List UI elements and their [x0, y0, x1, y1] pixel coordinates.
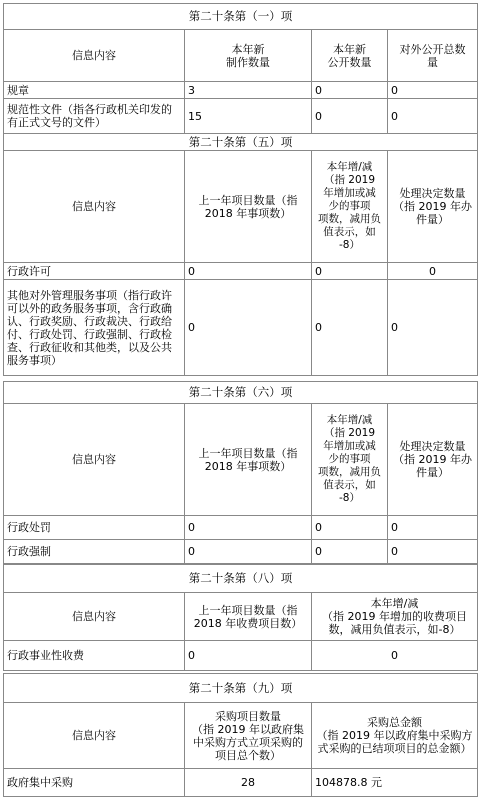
section-heading: 第二十条第（九）项: [4, 674, 478, 703]
row-label: 行政处罚: [4, 516, 185, 540]
column-header-info: 信息内容: [4, 593, 185, 641]
column-header-previous-year: 上一年项目数量（指 2018 年收费项目数）: [185, 593, 312, 641]
cell-change: 0: [312, 516, 388, 540]
column-header-change: 本年增/减 （指 2019 年增加或减 少的事项 项数，减用负 值表示，如 -8）: [312, 151, 388, 263]
cell-published: 0: [312, 82, 388, 99]
row-label: 规章: [4, 82, 185, 99]
cell-change: 0: [312, 280, 388, 376]
column-header-published: 本年新 公开数量: [312, 30, 388, 82]
column-header-total: 对外公开总数 量: [388, 30, 478, 82]
table-section-5: [3, 673, 478, 797]
section-heading: 第二十条第（一）项: [4, 4, 478, 30]
table-row: [4, 769, 478, 797]
table-row: [4, 540, 478, 564]
cell-published: 0: [312, 99, 388, 134]
cell-purchase-amount: 104878.8 元: [312, 769, 478, 797]
column-header-info: 信息内容: [4, 703, 185, 769]
row-label: 政府集中采购: [4, 769, 185, 797]
cell-decisions: 0: [388, 280, 478, 376]
row-label: 规范性文件（指各行政机关印发的有正式文号的文件）: [4, 99, 185, 134]
section-heading: 第二十条第（八）项: [4, 565, 478, 593]
cell-decisions: 0: [388, 540, 478, 564]
table-row: [4, 516, 478, 540]
cell-total: 0: [388, 99, 478, 134]
cell-purchase-count: 28: [185, 769, 312, 797]
row-label: 行政事业性收费: [4, 641, 185, 671]
cell-previous-year: 0: [185, 516, 312, 540]
cell-decisions: 0: [388, 516, 478, 540]
column-header-decisions: 处理决定数量（指 2019 年办件量）: [388, 151, 478, 263]
table-row: [4, 263, 478, 280]
cell-previous-year: 0: [185, 263, 312, 280]
table-row: [4, 280, 478, 376]
row-label: 行政强制: [4, 540, 185, 564]
table-row: [4, 641, 478, 671]
column-header-new: 本年新 制作数量: [185, 30, 312, 82]
row-label: 其他对外管理服务事项（指行政许可以外的政务服务事项，含行政确认、行政奖励、行政裁决、行政给付、行政处罚、行政强制、行政检查、行政征收和其他类，以及公共服务事项）: [4, 280, 185, 376]
table-row: [4, 82, 478, 99]
column-header-info: 信息内容: [4, 151, 185, 263]
cell-new: 3: [185, 82, 312, 99]
cell-previous-year: 0: [185, 641, 312, 671]
cell-change: 0: [312, 263, 388, 280]
table-row: [4, 99, 478, 134]
cell-total: 0: [388, 82, 478, 99]
row-label: 行政许可: [4, 263, 185, 280]
cell-decisions: 0: [388, 263, 478, 280]
column-header-change: 本年增/减 （指 2019 年增加的收费项目数，减用负值表示，如-8）: [312, 593, 478, 641]
section-heading: 第二十条第（六）项: [4, 382, 478, 404]
cell-previous-year: 0: [185, 280, 312, 376]
column-header-decisions: 处理决定数量（指 2019 年办件量）: [388, 404, 478, 516]
column-header-info: 信息内容: [4, 30, 185, 82]
column-header-info: 信息内容: [4, 404, 185, 516]
table-section-2: [3, 133, 478, 376]
cell-change: 0: [312, 641, 478, 671]
cell-change: 0: [312, 540, 388, 564]
column-header-change: 本年增/减 （指 2019 年增加或减 少的事项 项数，减用负 值表示，如 -8）: [312, 404, 388, 516]
column-header-previous-year: 上一年项目数量（指 2018 年事项数）: [185, 151, 312, 263]
column-header-purchase-amount: 采购总金额 （指 2019 年以政府集中采购方式采购的已结项项目的总金额）: [312, 703, 478, 769]
column-header-purchase-count: 采购项目数量 （指 2019 年以政府集中采购方式立项采购的项目总个数）: [185, 703, 312, 769]
cell-new: 15: [185, 99, 312, 134]
table-section-4: [3, 564, 478, 671]
section-heading: 第二十条第（五）项: [4, 134, 478, 151]
column-header-previous-year: 上一年项目数量（指 2018 年事项数）: [185, 404, 312, 516]
table-section-3: [3, 381, 478, 564]
table-section-1: [3, 3, 478, 134]
cell-previous-year: 0: [185, 540, 312, 564]
